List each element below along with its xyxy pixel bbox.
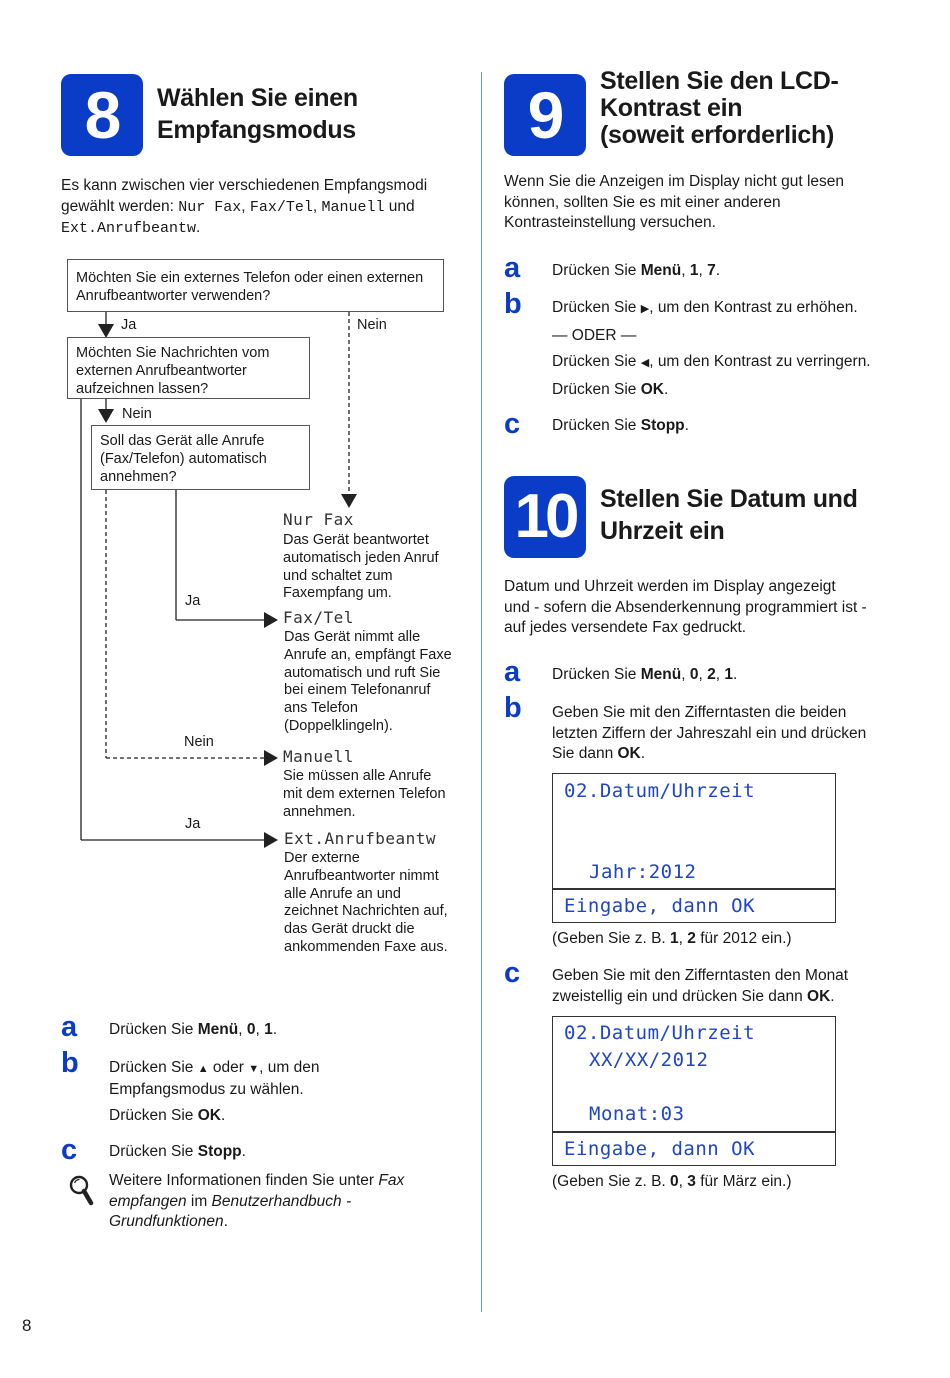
section-10-title	[600, 485, 858, 546]
section-10-intro	[504, 577, 914, 639]
step-text: Drücken Sie	[109, 1021, 198, 1038]
step-text: Sie dann	[552, 745, 618, 762]
lcd-display-year	[552, 773, 836, 923]
lcd2-line2: XX/XX/2012	[589, 1049, 709, 1071]
step-text: ,	[681, 666, 690, 683]
mode-nur-fax: Nur Fax	[178, 198, 242, 216]
key-0: 0	[246, 1021, 256, 1038]
key-1: 1	[670, 930, 679, 947]
intro-text: .	[196, 219, 201, 236]
step-c-letter: c	[61, 1134, 78, 1166]
key-0: 0	[689, 666, 699, 683]
flow-label-ja-1: Ja	[121, 317, 137, 333]
result-title-fax-tel: Fax/Tel	[283, 608, 354, 627]
magnifier-icon	[68, 1174, 94, 1208]
step-text: .	[732, 666, 738, 683]
section-8-number: 8	[84, 78, 120, 152]
section-10-title-line2: Uhrzeit ein	[600, 517, 725, 545]
s9-intro-line2: können, sollten Sie es mit einer anderen	[504, 193, 781, 211]
key-ok: OK	[640, 380, 664, 398]
intro-line1: Es kann zwischen vier verschiedenen Empfangsmodi	[61, 177, 428, 194]
lcd2-separator	[553, 1131, 835, 1133]
lcd1-separator	[553, 888, 835, 890]
key-1: 1	[264, 1021, 273, 1038]
step-text: Drücken Sie	[552, 380, 641, 398]
flow-label-ja-2: Ja	[185, 593, 201, 609]
key-ok: OK	[807, 987, 831, 1005]
step-text: Drücken Sie	[552, 262, 641, 279]
s9-step-b-text	[552, 298, 932, 400]
step-b-text	[109, 1058, 469, 1127]
s9-intro-line3: Kontrasteinstellung versuchen.	[504, 214, 716, 231]
step-text: (Geben Sie z. B.	[552, 1173, 671, 1190]
arrow-right-icon: ▶	[640, 303, 650, 315]
key-1: 1	[724, 666, 733, 683]
section-9-title	[600, 68, 838, 149]
s9-b-line2	[552, 352, 932, 374]
step-text: Drücken Sie	[552, 299, 641, 316]
s10-b-line2: letzten Ziffern der Jahreszahl ein und drücken	[552, 724, 867, 742]
step-text: für 2012 ein.)	[695, 930, 792, 947]
intro-text: gewählt werden:	[61, 197, 179, 215]
section-10-title-line1: Stellen Sie Datum und	[600, 485, 858, 513]
step-text: .	[272, 1021, 278, 1038]
key-7: 7	[707, 262, 716, 279]
step-text: Drücken Sie	[552, 666, 641, 683]
s9-b-line3	[552, 380, 932, 401]
step-text: ,	[715, 666, 725, 683]
section-9-title-line1: Stellen Sie den LCD-	[600, 67, 839, 95]
step-b-line3	[109, 1106, 469, 1127]
section-9-badge	[504, 74, 586, 156]
note-part: .	[223, 1213, 228, 1230]
step-a-text	[109, 1020, 277, 1041]
key-menu: Menü	[197, 1021, 239, 1038]
section-9-title-line2: Kontrast ein	[600, 94, 743, 122]
flow-label-nein-2: Nein	[122, 406, 152, 422]
lcd-display-month	[552, 1016, 836, 1166]
step-text: Drücken Sie	[109, 1107, 198, 1124]
s10-step-c-text	[552, 966, 932, 1007]
step-a-letter: a	[61, 1011, 78, 1043]
s10-c-example	[552, 1172, 792, 1193]
lcd1-line2: Jahr:2012	[589, 861, 697, 883]
step-text: , um den Kontrast zu erhöhen.	[649, 299, 858, 316]
result-title-manuell: Manuell	[283, 747, 354, 766]
flow-question-3: Soll das Gerät alle Anrufe (Fax/Telefon) automatisch annehmen?	[91, 425, 310, 490]
s10-step-a-text	[552, 665, 737, 686]
s10-step-a-letter: a	[504, 656, 521, 688]
step-text: ,	[681, 262, 690, 279]
section-10-badge	[504, 476, 586, 558]
result-text-ext-anrufbeantw: Der externe Anrufbeantworter nimmt alle Anrufe an und zeichnet Nachrichten auf, das Gerät druckt die ankommenden Faxe aus.	[284, 850, 448, 955]
lcd1-line3: Eingabe, dann OK	[564, 895, 756, 917]
step-text: .	[220, 1107, 226, 1124]
result-title-nur-fax: Nur Fax	[283, 510, 354, 529]
mode-ext-anrufbeantw: Ext.Anrufbeantw	[61, 220, 197, 237]
step-text: .	[684, 417, 689, 434]
step-text: .	[715, 262, 721, 279]
step-text: ,	[698, 666, 708, 683]
note-part: im	[186, 1192, 212, 1210]
s10-b-example	[552, 929, 792, 950]
s10-step-b-text	[552, 703, 932, 765]
key-ok: OK	[617, 745, 641, 762]
s10-intro-line1: Datum und Uhrzeit werden im Display angezeigt	[504, 578, 836, 595]
step-text: Drücken Sie	[109, 1143, 198, 1160]
s10-step-c-letter: c	[504, 957, 521, 989]
result-text-manuell: Sie müssen alle Anrufe mit dem externen Telefon annehmen.	[283, 768, 446, 820]
note-italic: empfangen	[109, 1192, 187, 1210]
s9-step-a-letter: a	[504, 252, 521, 284]
result-text-nur-fax: Das Gerät beantwortet automatisch jeden Anruf und schaltet zum Faxempfang um.	[283, 532, 439, 602]
step-text: , um den	[259, 1059, 320, 1076]
key-2: 2	[687, 930, 696, 947]
note-italic: Fax	[378, 1172, 405, 1189]
mode-manuell: Manuell	[321, 198, 385, 216]
mode-fax-tel: Fax/Tel	[249, 198, 313, 216]
s9-step-c-letter: c	[504, 408, 521, 440]
step-b-letter: b	[61, 1047, 79, 1079]
key-0: 0	[670, 1173, 679, 1190]
lcd1-line1: 02.Datum/Uhrzeit	[564, 780, 756, 802]
step-text: , um den Kontrast zu verringern.	[649, 353, 871, 370]
intro-text: ,	[312, 197, 322, 215]
note-line3	[109, 1212, 469, 1233]
note-part: Weitere Informationen finden Sie unter	[109, 1172, 379, 1189]
step-text: ,	[238, 1021, 247, 1038]
result-title-ext-anrufbeantw: Ext.Anrufbeantw	[284, 829, 436, 848]
step-text: für März ein.)	[695, 1173, 792, 1190]
flow-label-nein-3: Nein	[184, 734, 214, 750]
flow-label-ja-3: Ja	[185, 816, 201, 832]
section-9-intro	[504, 172, 914, 234]
section-10-number: 10	[514, 482, 576, 551]
step-text: zweistellig ein und drücken Sie dann	[552, 987, 808, 1005]
section-9-title-line3: (soweit erforderlich)	[600, 121, 835, 149]
step-b-line2: Empfangsmodus zu wählen.	[109, 1080, 304, 1098]
page-number: 8	[22, 1316, 32, 1335]
key-menu: Menü	[640, 262, 682, 279]
s10-b-line3	[552, 744, 932, 765]
s10-intro-line3: auf jedes versendete Fax gedruckt.	[504, 619, 747, 636]
s9-step-c-text	[552, 416, 689, 437]
step-text: Drücken Sie	[552, 353, 641, 370]
key-ok: OK	[197, 1107, 221, 1124]
s9-intro-line1: Wenn Sie die Anzeigen im Display nicht gut lesen	[504, 173, 845, 190]
flow-question-2: Möchten Sie Nachrichten vom externen Anrufbeantworter aufzeichnen lassen?	[67, 337, 310, 399]
intro-text: und	[384, 197, 415, 215]
note-italic: Grundfunktionen	[109, 1213, 224, 1230]
note-italic: Benutzerhandbuch -	[211, 1192, 352, 1210]
step-text: (Geben Sie z. B.	[552, 930, 671, 947]
key-menu: Menü	[640, 666, 682, 683]
step-c-text	[109, 1142, 246, 1163]
section-8-title-line1: Wählen Sie einen	[157, 84, 358, 112]
lcd2-line3: Monat:03	[589, 1103, 685, 1125]
key-1: 1	[689, 262, 699, 279]
step-text: ,	[678, 1173, 688, 1190]
arrow-up-icon: ▲	[197, 1063, 209, 1075]
s9-b-line1	[552, 298, 932, 320]
step-text: Drücken Sie	[552, 417, 641, 434]
result-text-fax-tel: Das Gerät nimmt alle Anrufe an, empfängt Faxe automatisch und ruft Sie bei einem Telefonanruf ans Telefon (Doppelklingeln).	[284, 629, 452, 734]
s10-intro-line2: und - sofern die Absenderkennung programmiert ist -	[504, 598, 867, 616]
step-text: ,	[255, 1021, 265, 1038]
arrow-left-icon: ◀	[640, 357, 650, 369]
s10-step-b-letter: b	[504, 692, 522, 724]
step-text: Drücken Sie	[109, 1059, 198, 1076]
note-line2	[109, 1192, 469, 1213]
s10-b-line1: Geben Sie mit den Zifferntasten die beiden	[552, 704, 847, 721]
s9-step-a-text	[552, 261, 720, 282]
step-text: .	[640, 745, 646, 762]
key-3: 3	[687, 1173, 696, 1190]
step-text: .	[830, 987, 835, 1005]
step-b-line1	[109, 1058, 469, 1080]
note-line1	[109, 1171, 469, 1192]
s9-step-b-letter: b	[504, 288, 522, 320]
section-9-number: 9	[527, 78, 563, 152]
s10-c-line2	[552, 987, 932, 1008]
s9-b-oder: — ODER —	[552, 326, 637, 344]
step-text: oder	[208, 1059, 249, 1076]
lcd2-line1: 02.Datum/Uhrzeit	[564, 1022, 756, 1044]
step-text: .	[241, 1143, 246, 1160]
step-text: ,	[698, 262, 708, 279]
column-divider	[481, 72, 482, 1312]
section-8-title-line2: Empfangsmodus	[157, 116, 356, 144]
step-text: ,	[678, 930, 688, 947]
step-text: .	[663, 380, 669, 398]
s10-c-line1: Geben Sie mit den Zifferntasten den Monat	[552, 967, 849, 984]
arrow-down-icon: ▼	[248, 1063, 260, 1075]
intro-text: ,	[241, 197, 250, 215]
key-2: 2	[707, 666, 716, 683]
key-stopp: Stopp	[197, 1143, 242, 1160]
note-text	[109, 1171, 469, 1233]
key-stopp: Stopp	[640, 417, 685, 434]
flow-question-1: Möchten Sie ein externes Telefon oder einen externen Anrufbeantworter verwenden?	[67, 259, 444, 312]
lcd2-line4: Eingabe, dann OK	[564, 1138, 756, 1160]
flow-label-nein-1: Nein	[357, 317, 387, 333]
